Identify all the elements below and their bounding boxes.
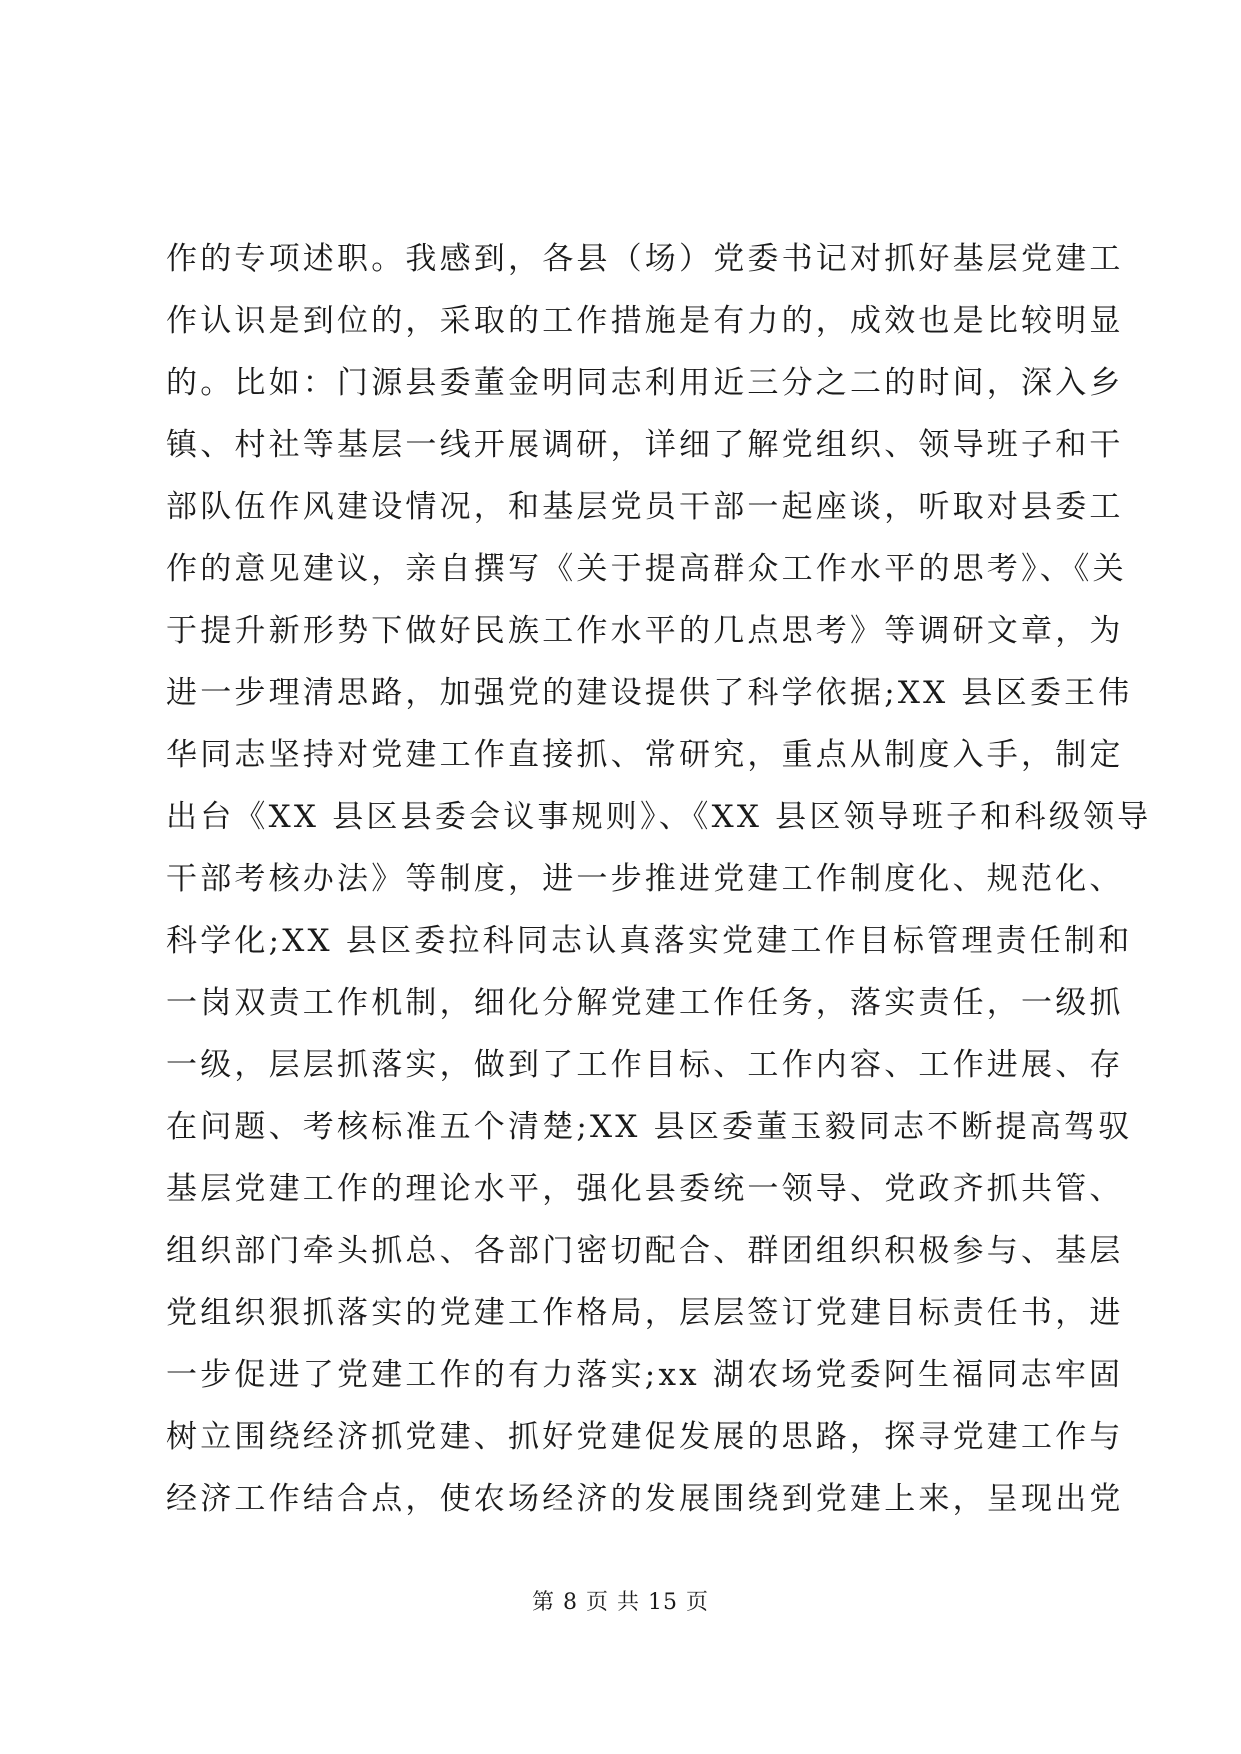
text-line: 干部考核办法》等制度，进一步推进党建工作制度化、规范化、: [166, 861, 1124, 897]
text-line: 出台《XX 县区县委会议事规则》、《XX 县区领导班子和科级领导: [166, 799, 1152, 835]
text-line: 镇、村社等基层一线开展调研，详细了解党组织、领导班子和干: [166, 427, 1124, 463]
page-number-footer: 第 8 页 共 15 页: [532, 1590, 709, 1615]
text-line: 科学化;XX 县区委拉科同志认真落实党建工作目标管理责任制和: [166, 923, 1133, 959]
text-line: 一级，层层抓落实，做到了工作目标、工作内容、工作进展、存: [166, 1047, 1124, 1083]
text-line: 的。比如：门源县委董金明同志利用近三分之二的时间，深入乡: [166, 365, 1124, 401]
text-line: 部队伍作风建设情况，和基层党员干部一起座谈，听取对县委工: [166, 489, 1124, 525]
text-line: 党组织狠抓落实的党建工作格局，层层签订党建目标责任书，进: [166, 1295, 1124, 1331]
body-paragraph: [166, 228, 1152, 1530]
text-line: 进一步理清思路，加强党的建设提供了科学依据;XX 县区委王伟: [166, 675, 1133, 711]
text-line: 华同志坚持对党建工作直接抓、常研究，重点从制度入手，制定: [166, 737, 1124, 773]
text-line: 树立围绕经济抓党建、抓好党建促发展的思路，探寻党建工作与: [166, 1419, 1124, 1455]
text-line: 一岗双责工作机制，细化分解党建工作任务，落实责任，一级抓: [166, 985, 1124, 1021]
text-line: 经济工作结合点，使农场经济的发展围绕到党建上来，呈现出党: [166, 1481, 1124, 1517]
text-line: 作的专项述职。我感到，各县（场）党委书记对抓好基层党建工: [166, 241, 1124, 277]
text-line: 一步促进了党建工作的有力落实;xx 湖农场党委阿生福同志牢固: [166, 1357, 1124, 1393]
text-line: 基层党建工作的理论水平，强化县委统一领导、党政齐抓共管、: [166, 1171, 1124, 1207]
text-line: 在问题、考核标准五个清楚;XX 县区委董玉毅同志不断提高驾驭: [166, 1109, 1133, 1145]
text-line: 作的意见建议，亲自撰写《关于提高群众工作水平的思考》、《关: [166, 551, 1127, 587]
text-line: 于提升新形势下做好民族工作水平的几点思考》等调研文章，为: [166, 613, 1124, 649]
text-line: 组织部门牵头抓总、各部门密切配合、群团组织积极参与、基层: [166, 1233, 1124, 1269]
text-line: 作认识是到位的，采取的工作措施是有力的，成效也是比较明显: [166, 303, 1124, 339]
